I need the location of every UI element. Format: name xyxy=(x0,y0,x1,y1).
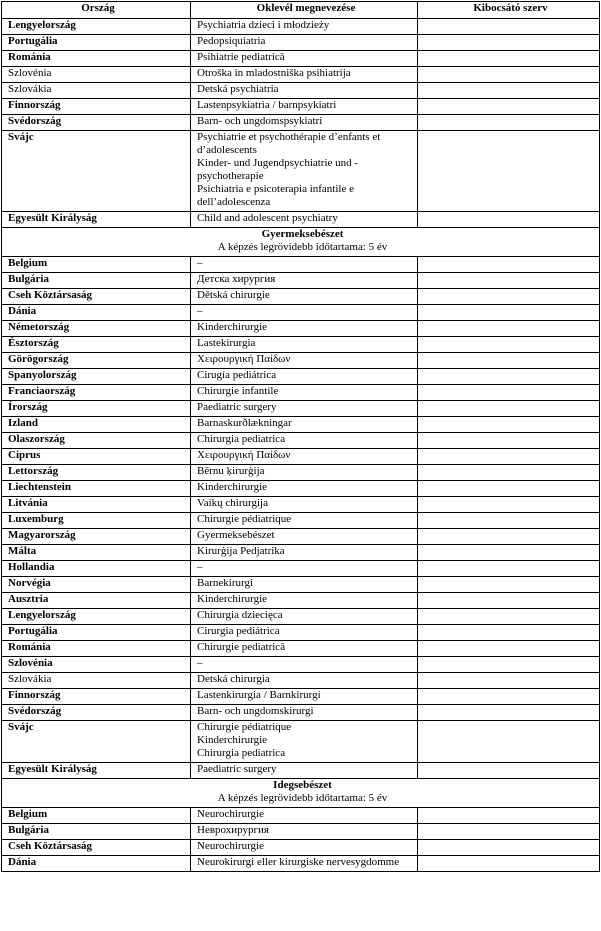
diploma-title: Barnaskurðlækningar xyxy=(197,417,292,429)
diploma-title-cell xyxy=(191,561,418,577)
diploma-title-cell xyxy=(191,433,418,449)
table-row xyxy=(2,35,600,51)
table-row xyxy=(2,257,600,273)
table-row xyxy=(2,115,600,131)
diploma-title: Psychiatrie et psychothérapie d’enfants et d’adolescents xyxy=(197,131,381,156)
diploma-title: Psychiatria dzieci i młodzieży xyxy=(197,19,330,31)
diploma-title: Lastenkirurgia / Barnkirurgi xyxy=(197,689,321,701)
diploma-title-cell xyxy=(191,83,418,99)
issuing-body-cell xyxy=(418,417,600,433)
diploma-title: Chirurgie pediatrică xyxy=(197,641,286,653)
country-cell: Bulgária xyxy=(2,273,191,289)
section-duration: A képzés legrövidebb időtartama: 5 év xyxy=(217,241,388,253)
country-cell: Portugália xyxy=(2,625,191,641)
diploma-title-cell xyxy=(191,481,418,497)
issuing-body-cell xyxy=(418,529,600,545)
diploma-title: Vaikų chirurgija xyxy=(197,497,268,509)
diploma-title-cell xyxy=(191,763,418,779)
diploma-title-cell xyxy=(191,369,418,385)
issuing-body-cell xyxy=(418,353,600,369)
diploma-title-cell xyxy=(191,35,418,51)
country-cell: Hollandia xyxy=(2,561,191,577)
table-row xyxy=(2,51,600,67)
country-cell: Dánia xyxy=(2,305,191,321)
issuing-body-cell xyxy=(418,465,600,481)
issuing-body-cell xyxy=(418,99,600,115)
diploma-title-cell xyxy=(191,513,418,529)
country-cell: Olaszország xyxy=(2,433,191,449)
issuing-body-cell xyxy=(418,856,600,872)
table-row xyxy=(2,808,600,824)
diploma-title-cell xyxy=(191,417,418,433)
issuing-body-cell xyxy=(418,561,600,577)
country-cell: Szlovénia xyxy=(2,67,191,83)
table-row xyxy=(2,513,600,529)
diploma-title-cell xyxy=(191,721,418,763)
issuing-body-cell xyxy=(418,545,600,561)
country-cell: Svájc xyxy=(2,721,191,763)
diploma-title-cell xyxy=(191,856,418,872)
country-cell: Franciaország xyxy=(2,385,191,401)
diploma-title: Neurochirurgie xyxy=(197,840,264,852)
issuing-body-cell xyxy=(418,497,600,513)
diploma-title: Χειρουργική Παίδων xyxy=(197,449,291,461)
country-cell: Románia xyxy=(2,51,191,67)
diploma-title-cell xyxy=(191,67,418,83)
diploma-title: Otroška in mladostniška psihiatrija xyxy=(197,67,351,79)
table-row xyxy=(2,131,600,212)
country-cell: Lengyelország xyxy=(2,19,191,35)
diploma-title: Psihiatrie pediatrică xyxy=(197,51,285,63)
issuing-body-cell xyxy=(418,289,600,305)
table-row xyxy=(2,289,600,305)
diploma-title: Gyermeksebészet xyxy=(197,529,275,541)
country-cell: Ciprus xyxy=(2,449,191,465)
header-row xyxy=(2,2,600,19)
country-cell: Németország xyxy=(2,321,191,337)
diploma-title-cell xyxy=(191,840,418,856)
table-row xyxy=(2,705,600,721)
issuing-body-cell xyxy=(418,385,600,401)
diploma-title-cell xyxy=(191,641,418,657)
section-header-row xyxy=(2,228,600,257)
issuing-body-cell xyxy=(418,449,600,465)
issuing-body-cell xyxy=(418,67,600,83)
diploma-title: – xyxy=(197,657,203,669)
diploma-title-cell xyxy=(191,593,418,609)
table-row xyxy=(2,593,600,609)
issuing-body-cell xyxy=(418,305,600,321)
issuing-body-cell xyxy=(418,35,600,51)
country-cell: Litvánia xyxy=(2,497,191,513)
diploma-title: Detská psychiatria xyxy=(197,83,279,95)
diploma-title: Pedopsiquiatria xyxy=(197,35,266,47)
issuing-body-cell xyxy=(418,337,600,353)
issuing-body-cell xyxy=(418,481,600,497)
issuing-body-cell xyxy=(418,657,600,673)
diploma-title-cell xyxy=(191,705,418,721)
header-issuing-body: Kibocsátó szerv xyxy=(418,2,600,19)
issuing-body-cell xyxy=(418,625,600,641)
issuing-body-cell xyxy=(418,212,600,228)
country-cell: Belgium xyxy=(2,808,191,824)
country-cell: Finnország xyxy=(2,99,191,115)
table-row xyxy=(2,369,600,385)
table-row xyxy=(2,763,600,779)
issuing-body-cell xyxy=(418,433,600,449)
diploma-title: Child and adolescent psychiatry xyxy=(197,212,338,224)
diploma-title-cell xyxy=(191,545,418,561)
table-row xyxy=(2,657,600,673)
diploma-title-cell xyxy=(191,609,418,625)
country-cell: Finnország xyxy=(2,689,191,705)
diploma-title-cell xyxy=(191,577,418,593)
country-cell: Spanyolország xyxy=(2,369,191,385)
country-cell: Egyesült Királyság xyxy=(2,763,191,779)
diploma-title: Neurokirurgi eller kirurgiske nervesygdomme xyxy=(197,856,400,868)
country-cell: Norvégia xyxy=(2,577,191,593)
issuing-body-cell xyxy=(418,273,600,289)
diploma-title: Chirurgie infantile xyxy=(197,385,279,397)
issuing-body-cell xyxy=(418,673,600,689)
table-row xyxy=(2,689,600,705)
table-row xyxy=(2,497,600,513)
diploma-title: – xyxy=(197,305,203,317)
diploma-title-cell xyxy=(191,321,418,337)
diploma-title: Detská chirurgia xyxy=(197,673,270,685)
diploma-title: Barnekirurgi xyxy=(197,577,254,589)
table-row xyxy=(2,433,600,449)
diploma-title: Kinderchirurgie xyxy=(197,481,268,493)
table-row xyxy=(2,401,600,417)
diploma-title-cell xyxy=(191,529,418,545)
issuing-body-cell xyxy=(418,808,600,824)
issuing-body-cell xyxy=(418,824,600,840)
diploma-title: Неврохирургия xyxy=(197,824,269,836)
country-cell: Izland xyxy=(2,417,191,433)
issuing-body-cell xyxy=(418,513,600,529)
section-header xyxy=(2,779,600,808)
diploma-title: Barn- och ungdomskirurgi xyxy=(197,705,314,717)
diploma-title: Kinderchirurgie xyxy=(197,734,268,746)
diploma-title-cell xyxy=(191,337,418,353)
country-cell: Svájc xyxy=(2,131,191,212)
diploma-title: Детска хирургия xyxy=(197,273,276,285)
diploma-title: Bērnu ķirurģija xyxy=(197,465,265,477)
diploma-title-cell xyxy=(191,824,418,840)
country-cell: Észtország xyxy=(2,337,191,353)
diploma-title: Chirurgie pédiatrique xyxy=(197,513,292,525)
table-row xyxy=(2,321,600,337)
diploma-title: Chirurgia pediatrica xyxy=(197,433,286,445)
specialty-diploma-table xyxy=(1,1,600,872)
diploma-title-cell xyxy=(191,497,418,513)
country-cell: Svédország xyxy=(2,115,191,131)
diploma-title: Lastekirurgia xyxy=(197,337,256,349)
issuing-body-cell xyxy=(418,705,600,721)
diploma-title: Kirurġija Pedjatrika xyxy=(197,545,285,557)
country-cell: Szlovákia xyxy=(2,673,191,689)
section-header xyxy=(2,228,600,257)
table-row xyxy=(2,561,600,577)
diploma-title-cell xyxy=(191,673,418,689)
issuing-body-cell xyxy=(418,115,600,131)
diploma-title-cell xyxy=(191,808,418,824)
diploma-title-cell xyxy=(191,465,418,481)
table-row xyxy=(2,824,600,840)
diploma-title: Kinderchirurgie xyxy=(197,321,268,333)
issuing-body-cell xyxy=(418,840,600,856)
table-row xyxy=(2,99,600,115)
issuing-body-cell xyxy=(418,257,600,273)
issuing-body-cell xyxy=(418,689,600,705)
diploma-title: Dětská chirurgie xyxy=(197,289,270,301)
diploma-title: – xyxy=(197,561,203,573)
issuing-body-cell xyxy=(418,321,600,337)
section-title: Idegsebészet xyxy=(273,779,332,791)
header-country: Ország xyxy=(2,2,191,19)
section-title: Gyermeksebészet xyxy=(261,228,344,240)
diploma-title: Kinderchirurgie xyxy=(197,593,268,605)
diploma-title: Chirurgia dziecięca xyxy=(197,609,283,621)
table-row xyxy=(2,577,600,593)
table-row xyxy=(2,449,600,465)
diploma-title-cell xyxy=(191,689,418,705)
diploma-title-cell xyxy=(191,289,418,305)
issuing-body-cell xyxy=(418,401,600,417)
issuing-body-cell xyxy=(418,593,600,609)
diploma-title-cell xyxy=(191,401,418,417)
country-cell: Málta xyxy=(2,545,191,561)
table-row xyxy=(2,83,600,99)
issuing-body-cell xyxy=(418,763,600,779)
table-row xyxy=(2,417,600,433)
country-cell: Lettország xyxy=(2,465,191,481)
country-cell: Egyesült Királyság xyxy=(2,212,191,228)
country-cell: Svédország xyxy=(2,705,191,721)
country-cell: Ausztria xyxy=(2,593,191,609)
issuing-body-cell xyxy=(418,369,600,385)
table-body xyxy=(2,19,600,872)
country-cell: Görögország xyxy=(2,353,191,369)
diploma-title: Paediatric surgery xyxy=(197,401,277,413)
diploma-title: Cirugía pediátrica xyxy=(197,369,277,381)
table-row xyxy=(2,212,600,228)
diploma-title-cell xyxy=(191,19,418,35)
diploma-title-cell xyxy=(191,273,418,289)
table-row xyxy=(2,625,600,641)
country-cell: Írország xyxy=(2,401,191,417)
country-cell: Lengyelország xyxy=(2,609,191,625)
country-cell: Luxemburg xyxy=(2,513,191,529)
issuing-body-cell xyxy=(418,83,600,99)
issuing-body-cell xyxy=(418,609,600,625)
table-row xyxy=(2,305,600,321)
diploma-title-cell xyxy=(191,657,418,673)
diploma-title: Paediatric surgery xyxy=(197,763,277,775)
issuing-body-cell xyxy=(418,51,600,67)
diploma-title-cell xyxy=(191,131,418,212)
diploma-title-cell xyxy=(191,51,418,67)
diploma-title: Psichiatria e psicoterapia infantile e dell’adolescenza xyxy=(197,183,354,208)
table-row xyxy=(2,19,600,35)
section-header-row xyxy=(2,779,600,808)
table-row xyxy=(2,465,600,481)
country-cell: Dánia xyxy=(2,856,191,872)
country-cell: Cseh Köztársaság xyxy=(2,289,191,305)
table-row xyxy=(2,273,600,289)
table-row xyxy=(2,529,600,545)
table-row xyxy=(2,673,600,689)
table-row xyxy=(2,856,600,872)
table-row xyxy=(2,545,600,561)
issuing-body-cell xyxy=(418,641,600,657)
section-duration: A képzés legrövidebb időtartama: 5 év xyxy=(217,792,388,804)
diploma-title: Cirurgia pediátrica xyxy=(197,625,280,637)
table-row xyxy=(2,609,600,625)
country-cell: Liechtenstein xyxy=(2,481,191,497)
table-row xyxy=(2,67,600,83)
diploma-title-cell xyxy=(191,625,418,641)
table-row xyxy=(2,353,600,369)
country-cell: Bulgária xyxy=(2,824,191,840)
country-cell: Belgium xyxy=(2,257,191,273)
diploma-title: Kinder- und Jugendpsychiatrie und -psychotherapie xyxy=(197,157,359,182)
table-row xyxy=(2,481,600,497)
diploma-title-cell xyxy=(191,212,418,228)
diploma-title: Χειρουργική Παίδων xyxy=(197,353,291,365)
diploma-title-cell xyxy=(191,385,418,401)
header-diploma-title: Oklevél megnevezése xyxy=(191,2,418,19)
table-row xyxy=(2,641,600,657)
table-row xyxy=(2,385,600,401)
diploma-title: Barn- och ungdomspsykiatri xyxy=(197,115,323,127)
table-row xyxy=(2,337,600,353)
diploma-title-cell xyxy=(191,305,418,321)
diploma-title: Neurochirurgie xyxy=(197,808,264,820)
diploma-title: Chirurgia pediatrica xyxy=(197,747,286,759)
issuing-body-cell xyxy=(418,721,600,763)
diploma-title: Lastenpsykiatria / barnpsykiatri xyxy=(197,99,337,111)
country-cell: Románia xyxy=(2,641,191,657)
diploma-title-cell xyxy=(191,257,418,273)
diploma-title-cell xyxy=(191,449,418,465)
country-cell: Portugália xyxy=(2,35,191,51)
issuing-body-cell xyxy=(418,19,600,35)
diploma-title-cell xyxy=(191,353,418,369)
country-cell: Cseh Köztársaság xyxy=(2,840,191,856)
issuing-body-cell xyxy=(418,577,600,593)
diploma-title: – xyxy=(197,257,203,269)
table-row xyxy=(2,840,600,856)
country-cell: Magyarország xyxy=(2,529,191,545)
country-cell: Szlovákia xyxy=(2,83,191,99)
issuing-body-cell xyxy=(418,131,600,212)
table-row xyxy=(2,721,600,763)
diploma-title: Chirurgie pédiatrique xyxy=(197,721,292,733)
country-cell: Szlovénia xyxy=(2,657,191,673)
diploma-title-cell xyxy=(191,99,418,115)
diploma-title-cell xyxy=(191,115,418,131)
